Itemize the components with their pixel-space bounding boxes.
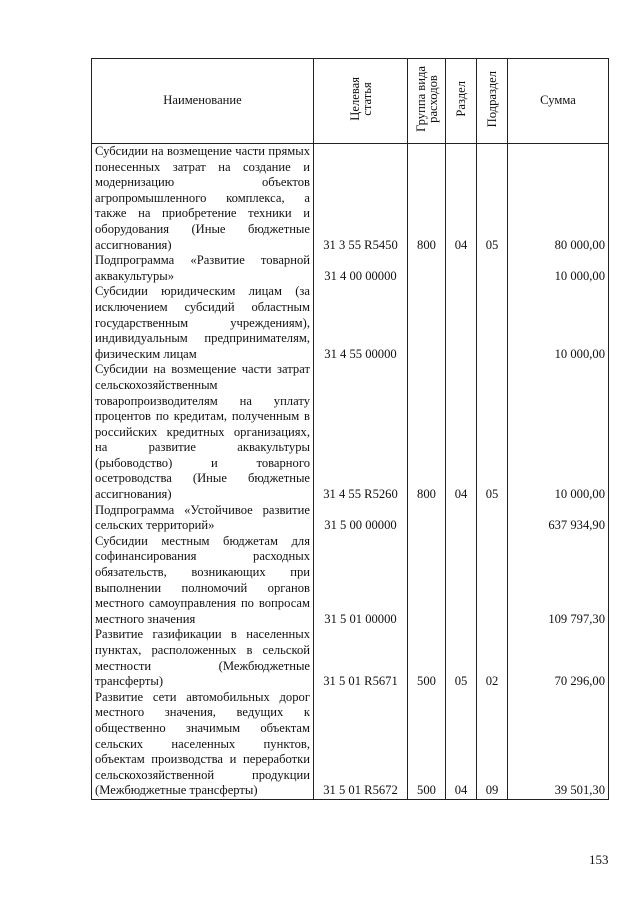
row-expense-group: 800 [408, 362, 446, 502]
row-amount: 10 000,00 [508, 253, 609, 284]
row-name: Развитие газификации в населенных пунктах, расположенных в сельской местности (Межбюджетные трансферты) [92, 627, 314, 689]
row-subsection [477, 534, 508, 628]
row-section [446, 284, 477, 362]
row-amount: 109 797,30 [508, 534, 609, 628]
row-expense-group [408, 253, 446, 284]
row-section: 04 [446, 362, 477, 502]
table-row [92, 534, 609, 628]
table-row [92, 144, 609, 254]
row-expense-group [408, 534, 446, 628]
row-target-code: 31 4 55 R5260 [314, 362, 408, 502]
row-section: 05 [446, 627, 477, 689]
page-number: 153 [589, 852, 609, 867]
row-amount: 637 934,90 [508, 503, 609, 534]
row-section [446, 503, 477, 534]
header-target-article: Целевая статья [314, 59, 408, 144]
row-name: Субсидии юридическим лицам (за исключением субсидий областным государственным учреждениям), индивидуальным предпринимателям, физическим лицам [92, 284, 314, 362]
row-target-code: 31 5 01 00000 [314, 534, 408, 628]
row-amount: 10 000,00 [508, 362, 609, 502]
row-target-code: 31 5 01 R5672 [314, 690, 408, 800]
row-subsection: 05 [477, 362, 508, 502]
header-expense-group: Группа вида расходов [408, 59, 446, 144]
row-name: Субсидии местным бюджетам для софинансирования расходных обязательств, возникающих при выполнении полномочий органов местного самоуправления по вопросам местного значения [92, 534, 314, 628]
row-name: Развитие сети автомобильных дорог местного значения, ведущих к общественно значимым объектам сельских населенных пунктов, объектам производства и переработки сельскохозяйственной продукции (Межбюджетные трансферты) [92, 690, 314, 800]
row-amount: 70 296,00 [508, 627, 609, 689]
row-target-code: 31 4 00 00000 [314, 253, 408, 284]
header-section: Раздел [446, 59, 477, 144]
table-row [92, 690, 609, 800]
row-amount: 39 501,30 [508, 690, 609, 800]
row-section [446, 534, 477, 628]
table-header-row [92, 59, 609, 144]
header-subsection: Подраздел [477, 59, 508, 144]
row-subsection [477, 503, 508, 534]
row-amount: 10 000,00 [508, 284, 609, 362]
row-name: Подпрограмма «Устойчивое развитие сельских территорий» [92, 503, 314, 534]
table-row [92, 503, 609, 534]
table-row [92, 362, 609, 502]
row-expense-group: 800 [408, 144, 446, 254]
row-section: 04 [446, 144, 477, 254]
table-row [92, 284, 609, 362]
header-name: Наименование [92, 59, 314, 144]
budget-table [91, 58, 609, 800]
row-name: Субсидии на возмещение части затрат сельскохозяйственным товаропроизводителям на уплату процентов по кредитам, полученным в российских кредитных организациях, на развитие аквакультуры (рыбоводство) и товарного осетроводства (Иные бюджетные ассигнования) [92, 362, 314, 502]
row-subsection: 05 [477, 144, 508, 254]
row-name: Подпрограмма «Развитие товарной аквакультуры» [92, 253, 314, 284]
row-target-code: 31 3 55 R5450 [314, 144, 408, 254]
row-subsection [477, 284, 508, 362]
row-target-code: 31 5 00 00000 [314, 503, 408, 534]
row-expense-group: 500 [408, 690, 446, 800]
row-name: Субсидии на возмещение части прямых понесенных затрат на создание и модернизацию объектов агропромышленного комплекса, а также на приобретение техники и оборудования (Иные бюджетные ассигнования) [92, 144, 314, 254]
row-target-code: 31 4 55 00000 [314, 284, 408, 362]
row-expense-group: 500 [408, 627, 446, 689]
row-expense-group [408, 503, 446, 534]
row-subsection [477, 253, 508, 284]
row-section: 04 [446, 690, 477, 800]
row-subsection: 09 [477, 690, 508, 800]
table-row [92, 253, 609, 284]
table-row [92, 627, 609, 689]
row-target-code: 31 5 01 R5671 [314, 627, 408, 689]
row-expense-group [408, 284, 446, 362]
header-amount: Сумма [508, 59, 609, 144]
row-subsection: 02 [477, 627, 508, 689]
row-amount: 80 000,00 [508, 144, 609, 254]
row-section [446, 253, 477, 284]
